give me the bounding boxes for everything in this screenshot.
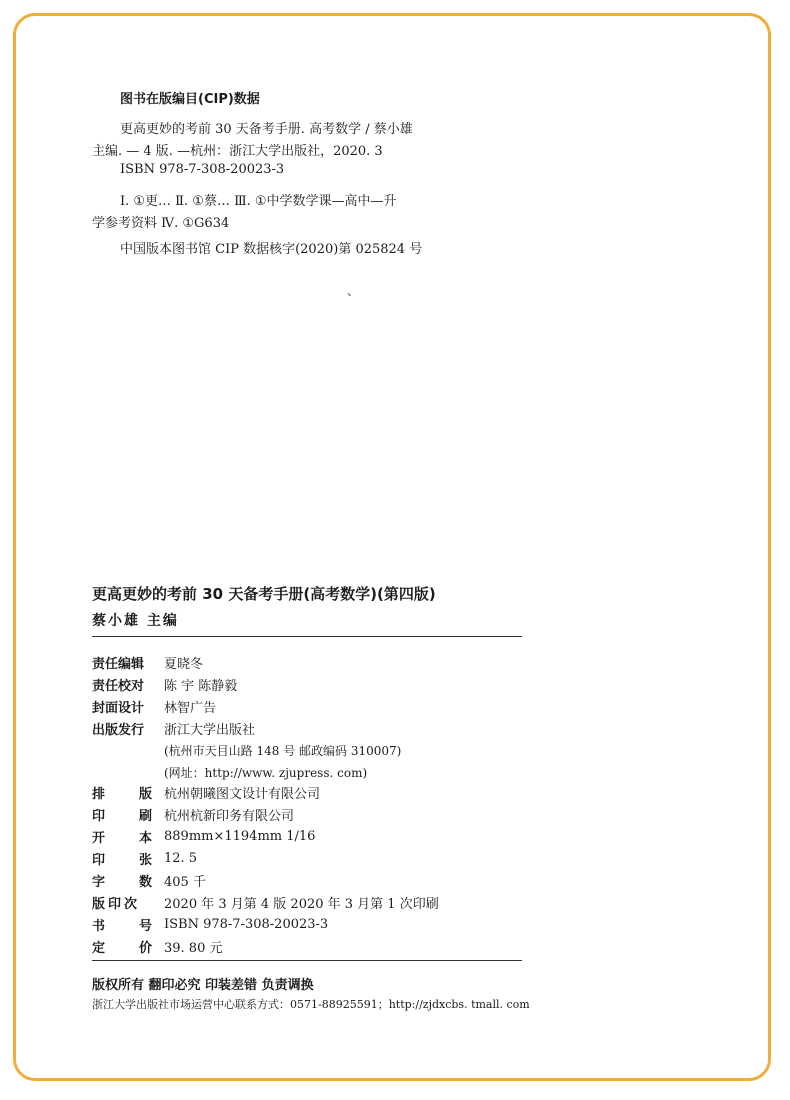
spec-value: 39. 80 元 bbox=[164, 940, 223, 956]
detail-value: 浙江大学出版社 bbox=[164, 722, 256, 738]
spec-label: 排 版 bbox=[92, 786, 152, 802]
cip-line-6: 中国版本图书馆 CIP 数据核字(2020)第 025824 号 bbox=[120, 242, 423, 257]
spec-row bbox=[92, 826, 315, 846]
publisher-address: (杭州市天目山路 148 号 邮政编码 310007) bbox=[164, 744, 402, 758]
spec-row bbox=[92, 892, 439, 912]
spec-value: 12. 5 bbox=[164, 850, 198, 866]
cip-line-3: ISBN 978-7-308-20023-3 bbox=[120, 162, 285, 177]
book-title: 更高更妙的考前 30 天备考手册(高考数学)(第四版) bbox=[92, 585, 436, 603]
detail-label: 责任编辑 bbox=[92, 656, 145, 672]
detail-value: 夏晓冬 bbox=[164, 656, 204, 672]
spec-row bbox=[92, 870, 206, 890]
spec-label: 版印次 bbox=[92, 896, 141, 912]
book-editor: 蔡小雄 主编 bbox=[92, 613, 179, 629]
spec-label: 印 张 bbox=[92, 852, 152, 868]
spec-row bbox=[92, 804, 294, 824]
detail-value: 林智广告 bbox=[164, 700, 217, 716]
spec-row bbox=[92, 848, 197, 868]
spec-value: 889mm×1194mm 1/16 bbox=[164, 828, 316, 844]
spec-value: ISBN 978-7-308-20023-3 bbox=[164, 916, 329, 932]
spec-label: 字 数 bbox=[92, 874, 152, 890]
spec-label: 印 刷 bbox=[92, 808, 152, 824]
contact-info: 浙江大学出版社市场运营中心联系方式：0571-88925591；http://zjdxcbs. tmall. com bbox=[92, 998, 530, 1011]
spec-row bbox=[92, 936, 222, 956]
spec-row bbox=[92, 782, 320, 802]
cip-heading: 图书在版编目(CIP)数据 bbox=[120, 92, 260, 107]
detail-row bbox=[92, 674, 237, 694]
spec-row bbox=[92, 914, 328, 934]
cip-line-1: 更高更妙的考前 30 天备考手册. 高考数学 / 蔡小雄 bbox=[120, 122, 413, 137]
detail-value: 陈 宇 陈静毅 bbox=[164, 678, 238, 694]
cip-line-5: 学参考资料 Ⅳ. ①G634 bbox=[92, 216, 230, 231]
cip-line-4: Ⅰ. ①更… Ⅱ. ①蔡… Ⅲ. ①中学数学课—高中—升 bbox=[120, 194, 397, 209]
detail-row bbox=[92, 652, 203, 672]
detail-row bbox=[92, 696, 216, 716]
detail-label: 责任校对 bbox=[92, 678, 145, 694]
detail-row bbox=[92, 718, 255, 738]
spec-value: 2020 年 3 月第 4 版 2020 年 3 月第 1 次印刷 bbox=[164, 896, 439, 912]
spec-value: 杭州朝曦图文设计有限公司 bbox=[164, 786, 321, 802]
cip-line-2: 主编. — 4 版. —杭州：浙江大学出版社，2020. 3 bbox=[92, 144, 383, 159]
detail-label: 封面设计 bbox=[92, 700, 145, 716]
detail-label: 出版发行 bbox=[92, 722, 145, 738]
spec-value: 杭州杭新印务有限公司 bbox=[164, 808, 295, 824]
spec-value: 405 千 bbox=[164, 874, 206, 890]
spec-label: 开 本 bbox=[92, 830, 152, 846]
divider-bottom bbox=[92, 960, 522, 961]
divider-top bbox=[92, 636, 522, 637]
spec-label: 定 价 bbox=[92, 940, 152, 956]
spec-label: 书 号 bbox=[92, 918, 152, 934]
publisher-website: (网址：http://www. zjupress. com) bbox=[164, 766, 368, 780]
stray-mark: 、 bbox=[347, 284, 360, 298]
rights-notice: 版权所有 翻印必究 印装差错 负责调换 bbox=[92, 978, 314, 993]
